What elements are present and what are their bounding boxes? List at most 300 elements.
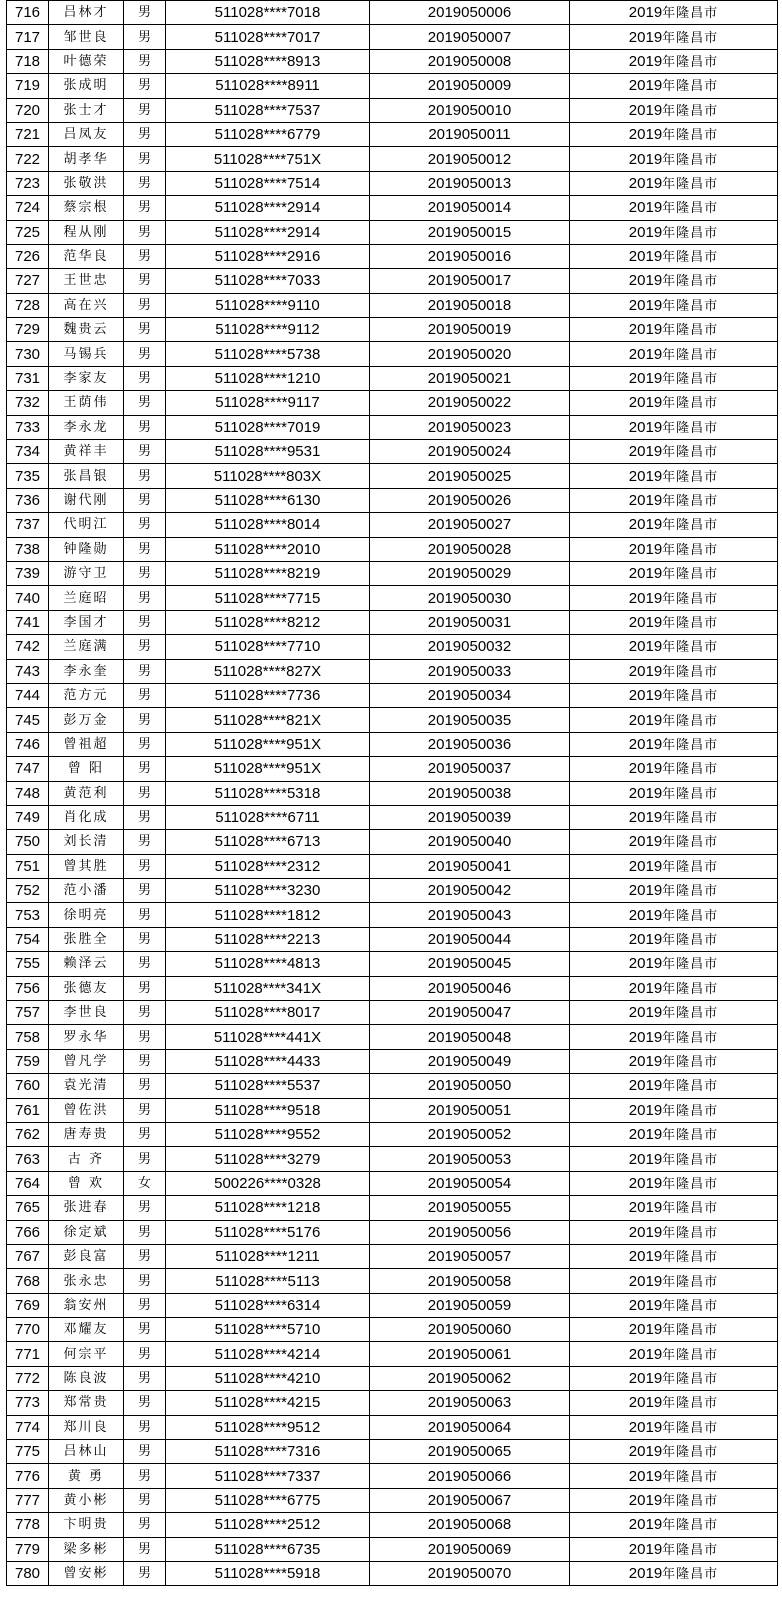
batch-city-text: 年隆昌市 — [662, 1152, 719, 1168]
batch-city-text: 年隆昌市 — [662, 372, 719, 388]
table-row — [7, 1391, 778, 1415]
id-number-cell: 511028****1812 — [166, 903, 370, 927]
row-number-cell: 760 — [7, 1074, 49, 1098]
gender-cell: 男 — [124, 366, 166, 390]
batch-cell: 2019年隆昌市 — [570, 976, 778, 1000]
gender-cell: 男 — [124, 1318, 166, 1342]
certificate-number-cell: 2019050059 — [370, 1293, 570, 1317]
table-row — [7, 1025, 778, 1049]
name-cell: 唐寿贵 — [49, 1122, 124, 1146]
roster-table — [6, 0, 778, 1586]
row-number-cell: 736 — [7, 488, 49, 512]
certificate-number-cell: 2019050048 — [370, 1025, 570, 1049]
name-cell: 范小潘 — [49, 879, 124, 903]
certificate-number-cell: 2019050030 — [370, 586, 570, 610]
roster-table-body — [7, 1, 778, 1586]
gender-cell: 男 — [124, 391, 166, 415]
certificate-number-cell: 2019050064 — [370, 1415, 570, 1439]
name-cell: 曾安彬 — [49, 1562, 124, 1586]
certificate-number-cell: 2019050052 — [370, 1122, 570, 1146]
row-number-cell: 772 — [7, 1366, 49, 1390]
name-cell: 刘长清 — [49, 830, 124, 854]
table-row — [7, 830, 778, 854]
certificate-number-cell: 2019050024 — [370, 440, 570, 464]
row-number-cell: 746 — [7, 732, 49, 756]
batch-city-text: 年隆昌市 — [662, 1298, 719, 1314]
name-cell: 李永奎 — [49, 659, 124, 683]
id-number-cell: 511028****6735 — [166, 1537, 370, 1561]
gender-cell: 男 — [124, 1220, 166, 1244]
certificate-number-cell: 2019050010 — [370, 98, 570, 122]
row-number-cell: 728 — [7, 293, 49, 317]
batch-city-text: 年隆昌市 — [662, 420, 719, 436]
name-cell: 黄祥丰 — [49, 440, 124, 464]
certificate-number-cell: 2019050063 — [370, 1391, 570, 1415]
row-number-cell: 720 — [7, 98, 49, 122]
name-cell: 曾佐洪 — [49, 1098, 124, 1122]
name-cell: 古 齐 — [49, 1147, 124, 1171]
batch-cell: 2019年隆昌市 — [570, 1049, 778, 1073]
table-row — [7, 513, 778, 537]
row-number-cell: 731 — [7, 366, 49, 390]
batch-cell: 2019年隆昌市 — [570, 1171, 778, 1195]
batch-city-text: 年隆昌市 — [662, 1030, 719, 1046]
id-number-cell: 511028****8017 — [166, 1001, 370, 1025]
gender-cell: 男 — [124, 976, 166, 1000]
id-number-cell: 511028****4214 — [166, 1342, 370, 1366]
table-row — [7, 805, 778, 829]
batch-city-text: 年隆昌市 — [662, 1054, 719, 1070]
batch-cell: 2019年隆昌市 — [570, 561, 778, 585]
name-cell: 范华良 — [49, 244, 124, 268]
gender-cell: 男 — [124, 903, 166, 927]
id-number-cell: 511028****5176 — [166, 1220, 370, 1244]
name-cell: 张敬洪 — [49, 171, 124, 195]
gender-cell: 男 — [124, 1464, 166, 1488]
gender-cell: 男 — [124, 269, 166, 293]
row-number-cell: 768 — [7, 1269, 49, 1293]
gender-cell: 男 — [124, 1488, 166, 1512]
row-number-cell: 777 — [7, 1488, 49, 1512]
name-cell: 肖化成 — [49, 805, 124, 829]
batch-city-text: 年隆昌市 — [662, 103, 719, 119]
row-number-cell: 758 — [7, 1025, 49, 1049]
batch-city-text: 年隆昌市 — [662, 1469, 719, 1485]
table-row — [7, 635, 778, 659]
name-cell: 高在兴 — [49, 293, 124, 317]
id-number-cell: 511028****9552 — [166, 1122, 370, 1146]
batch-city-text: 年隆昌市 — [662, 933, 719, 949]
id-number-cell: 511028****9117 — [166, 391, 370, 415]
table-row — [7, 147, 778, 171]
batch-city-text: 年隆昌市 — [662, 859, 719, 875]
table-row — [7, 781, 778, 805]
name-cell: 吕凤友 — [49, 122, 124, 146]
batch-cell: 2019年隆昌市 — [570, 757, 778, 781]
id-number-cell: 511028****803X — [166, 464, 370, 488]
gender-cell: 男 — [124, 1025, 166, 1049]
batch-cell: 2019年隆昌市 — [570, 903, 778, 927]
table-row — [7, 879, 778, 903]
row-number-cell: 742 — [7, 635, 49, 659]
row-number-cell: 767 — [7, 1244, 49, 1268]
name-cell: 黄范利 — [49, 781, 124, 805]
certificate-number-cell: 2019050070 — [370, 1562, 570, 1586]
gender-cell: 男 — [124, 318, 166, 342]
batch-cell: 2019年隆昌市 — [570, 781, 778, 805]
table-row — [7, 1269, 778, 1293]
certificate-number-cell: 2019050066 — [370, 1464, 570, 1488]
id-number-cell: 511028****6779 — [166, 122, 370, 146]
id-number-cell: 511028****9531 — [166, 440, 370, 464]
name-cell: 代明江 — [49, 513, 124, 537]
certificate-number-cell: 2019050043 — [370, 903, 570, 927]
name-cell: 张昌银 — [49, 464, 124, 488]
gender-cell: 男 — [124, 1269, 166, 1293]
row-number-cell: 722 — [7, 147, 49, 171]
certificate-number-cell: 2019050055 — [370, 1196, 570, 1220]
certificate-number-cell: 2019050044 — [370, 927, 570, 951]
gender-cell: 男 — [124, 244, 166, 268]
table-row — [7, 464, 778, 488]
name-cell: 蔡宗根 — [49, 196, 124, 220]
id-number-cell: 511028****6775 — [166, 1488, 370, 1512]
row-number-cell: 737 — [7, 513, 49, 537]
batch-city-text: 年隆昌市 — [662, 176, 719, 192]
batch-city-text: 年隆昌市 — [662, 347, 719, 363]
batch-city-text: 年隆昌市 — [662, 54, 719, 70]
batch-cell: 2019年隆昌市 — [570, 488, 778, 512]
id-number-cell: 511028****7715 — [166, 586, 370, 610]
table-row — [7, 220, 778, 244]
table-row — [7, 1074, 778, 1098]
table-row — [7, 757, 778, 781]
row-number-cell: 729 — [7, 318, 49, 342]
name-cell: 李国才 — [49, 610, 124, 634]
row-number-cell: 744 — [7, 683, 49, 707]
table-row — [7, 561, 778, 585]
certificate-number-cell: 2019050051 — [370, 1098, 570, 1122]
batch-cell: 2019年隆昌市 — [570, 122, 778, 146]
certificate-number-cell: 2019050058 — [370, 1269, 570, 1293]
table-row — [7, 196, 778, 220]
batch-cell: 2019年隆昌市 — [570, 440, 778, 464]
gender-cell: 男 — [124, 415, 166, 439]
table-row — [7, 98, 778, 122]
name-cell: 赖泽云 — [49, 952, 124, 976]
table-row — [7, 927, 778, 951]
row-number-cell: 756 — [7, 976, 49, 1000]
name-cell: 程从刚 — [49, 220, 124, 244]
batch-city-text: 年隆昌市 — [662, 762, 719, 778]
gender-cell: 男 — [124, 342, 166, 366]
batch-cell: 2019年隆昌市 — [570, 805, 778, 829]
table-row — [7, 1171, 778, 1195]
certificate-number-cell: 2019050006 — [370, 1, 570, 25]
row-number-cell: 749 — [7, 805, 49, 829]
row-number-cell: 774 — [7, 1415, 49, 1439]
gender-cell: 男 — [124, 1562, 166, 1586]
table-row — [7, 1220, 778, 1244]
gender-cell: 男 — [124, 1440, 166, 1464]
batch-cell: 2019年隆昌市 — [570, 1293, 778, 1317]
table-row — [7, 537, 778, 561]
row-number-cell: 716 — [7, 1, 49, 25]
id-number-cell: 511028****441X — [166, 1025, 370, 1049]
batch-cell: 2019年隆昌市 — [570, 464, 778, 488]
table-row — [7, 1562, 778, 1586]
row-number-cell: 775 — [7, 1440, 49, 1464]
name-cell: 钟隆勋 — [49, 537, 124, 561]
certificate-number-cell: 2019050037 — [370, 757, 570, 781]
id-number-cell: 511028****7017 — [166, 25, 370, 49]
certificate-number-cell: 2019050011 — [370, 122, 570, 146]
gender-cell: 男 — [124, 952, 166, 976]
gender-cell: 男 — [124, 513, 166, 537]
batch-cell: 2019年隆昌市 — [570, 854, 778, 878]
certificate-number-cell: 2019050012 — [370, 147, 570, 171]
batch-city-text: 年隆昌市 — [662, 79, 719, 95]
row-number-cell: 740 — [7, 586, 49, 610]
gender-cell: 女 — [124, 1171, 166, 1195]
batch-city-text: 年隆昌市 — [662, 1542, 719, 1558]
certificate-number-cell: 2019050065 — [370, 1440, 570, 1464]
batch-cell: 2019年隆昌市 — [570, 1415, 778, 1439]
id-number-cell: 511028****9112 — [166, 318, 370, 342]
batch-cell: 2019年隆昌市 — [570, 1244, 778, 1268]
row-number-cell: 778 — [7, 1513, 49, 1537]
table-row — [7, 25, 778, 49]
name-cell: 曾其胜 — [49, 854, 124, 878]
id-number-cell: 511028****7337 — [166, 1464, 370, 1488]
batch-cell: 2019年隆昌市 — [570, 1366, 778, 1390]
batch-city-text: 年隆昌市 — [662, 128, 719, 144]
name-cell: 曾 阳 — [49, 757, 124, 781]
table-row — [7, 171, 778, 195]
row-number-cell: 759 — [7, 1049, 49, 1073]
gender-cell: 男 — [124, 220, 166, 244]
row-number-cell: 724 — [7, 196, 49, 220]
batch-city-text: 年隆昌市 — [662, 1372, 719, 1388]
name-cell: 黄 勇 — [49, 1464, 124, 1488]
gender-cell: 男 — [124, 74, 166, 98]
batch-city-text: 年隆昌市 — [662, 1567, 719, 1583]
id-number-cell: 511028****6711 — [166, 805, 370, 829]
name-cell: 王荫伟 — [49, 391, 124, 415]
batch-city-text: 年隆昌市 — [662, 1176, 719, 1192]
name-cell: 何宗平 — [49, 1342, 124, 1366]
batch-city-text: 年隆昌市 — [662, 689, 719, 705]
gender-cell: 男 — [124, 879, 166, 903]
certificate-number-cell: 2019050018 — [370, 293, 570, 317]
certificate-number-cell: 2019050016 — [370, 244, 570, 268]
batch-cell: 2019年隆昌市 — [570, 220, 778, 244]
gender-cell: 男 — [124, 830, 166, 854]
batch-city-text: 年隆昌市 — [662, 1225, 719, 1241]
name-cell: 郑川良 — [49, 1415, 124, 1439]
name-cell: 梁多彬 — [49, 1537, 124, 1561]
name-cell: 邹世良 — [49, 25, 124, 49]
batch-city-text: 年隆昌市 — [662, 640, 719, 656]
batch-cell: 2019年隆昌市 — [570, 1196, 778, 1220]
certificate-number-cell: 2019050061 — [370, 1342, 570, 1366]
certificate-number-cell: 2019050015 — [370, 220, 570, 244]
gender-cell: 男 — [124, 440, 166, 464]
batch-city-text: 年隆昌市 — [662, 1494, 719, 1510]
table-row — [7, 903, 778, 927]
name-cell: 徐定斌 — [49, 1220, 124, 1244]
certificate-number-cell: 2019050069 — [370, 1537, 570, 1561]
batch-city-text: 年隆昌市 — [662, 1420, 719, 1436]
id-number-cell: 511028****8911 — [166, 74, 370, 98]
table-row — [7, 1464, 778, 1488]
name-cell: 张胜全 — [49, 927, 124, 951]
row-number-cell: 752 — [7, 879, 49, 903]
batch-cell: 2019年隆昌市 — [570, 1074, 778, 1098]
batch-city-text: 年隆昌市 — [662, 518, 719, 534]
id-number-cell: 511028****7316 — [166, 1440, 370, 1464]
gender-cell: 男 — [124, 732, 166, 756]
batch-cell: 2019年隆昌市 — [570, 415, 778, 439]
name-cell: 马锡兵 — [49, 342, 124, 366]
table-row — [7, 1196, 778, 1220]
table-row — [7, 854, 778, 878]
gender-cell: 男 — [124, 1244, 166, 1268]
name-cell: 陈良波 — [49, 1366, 124, 1390]
id-number-cell: 511028****7033 — [166, 269, 370, 293]
gender-cell: 男 — [124, 1098, 166, 1122]
batch-cell: 2019年隆昌市 — [570, 513, 778, 537]
batch-city-text: 年隆昌市 — [662, 469, 719, 485]
id-number-cell: 511028****8913 — [166, 49, 370, 73]
gender-cell: 男 — [124, 488, 166, 512]
id-number-cell: 511028****1211 — [166, 1244, 370, 1268]
table-row — [7, 1415, 778, 1439]
name-cell: 张成明 — [49, 74, 124, 98]
row-number-cell: 739 — [7, 561, 49, 585]
batch-cell: 2019年隆昌市 — [570, 1537, 778, 1561]
batch-cell: 2019年隆昌市 — [570, 147, 778, 171]
certificate-number-cell: 2019050050 — [370, 1074, 570, 1098]
batch-city-text: 年隆昌市 — [662, 1274, 719, 1290]
batch-city-text: 年隆昌市 — [662, 1445, 719, 1461]
id-number-cell: 500226****0328 — [166, 1171, 370, 1195]
batch-city-text: 年隆昌市 — [662, 152, 719, 168]
table-row — [7, 586, 778, 610]
batch-cell: 2019年隆昌市 — [570, 586, 778, 610]
batch-cell: 2019年隆昌市 — [570, 952, 778, 976]
row-number-cell: 761 — [7, 1098, 49, 1122]
batch-city-text: 年隆昌市 — [662, 1103, 719, 1119]
row-number-cell: 734 — [7, 440, 49, 464]
name-cell: 卞明贵 — [49, 1513, 124, 1537]
batch-city-text: 年隆昌市 — [662, 396, 719, 412]
gender-cell: 男 — [124, 1342, 166, 1366]
row-number-cell: 727 — [7, 269, 49, 293]
gender-cell: 男 — [124, 781, 166, 805]
batch-cell: 2019年隆昌市 — [570, 659, 778, 683]
batch-cell: 2019年隆昌市 — [570, 269, 778, 293]
id-number-cell: 511028****2914 — [166, 220, 370, 244]
table-row — [7, 1318, 778, 1342]
row-number-cell: 747 — [7, 757, 49, 781]
row-number-cell: 776 — [7, 1464, 49, 1488]
gender-cell: 男 — [124, 610, 166, 634]
batch-cell: 2019年隆昌市 — [570, 391, 778, 415]
row-number-cell: 753 — [7, 903, 49, 927]
table-row — [7, 269, 778, 293]
certificate-number-cell: 2019050009 — [370, 74, 570, 98]
name-cell: 曾凡学 — [49, 1049, 124, 1073]
name-cell: 张永忠 — [49, 1269, 124, 1293]
batch-city-text: 年隆昌市 — [662, 225, 719, 241]
batch-city-text: 年隆昌市 — [662, 1518, 719, 1534]
gender-cell: 男 — [124, 757, 166, 781]
certificate-number-cell: 2019050042 — [370, 879, 570, 903]
name-cell: 李家友 — [49, 366, 124, 390]
table-row — [7, 1147, 778, 1171]
row-number-cell: 743 — [7, 659, 49, 683]
id-number-cell: 511028****6314 — [166, 1293, 370, 1317]
id-number-cell: 511028****7710 — [166, 635, 370, 659]
table-row — [7, 952, 778, 976]
certificate-number-cell: 2019050034 — [370, 683, 570, 707]
certificate-number-cell: 2019050054 — [370, 1171, 570, 1195]
batch-cell: 2019年隆昌市 — [570, 1318, 778, 1342]
name-cell: 张德友 — [49, 976, 124, 1000]
table-row — [7, 732, 778, 756]
table-row — [7, 683, 778, 707]
row-number-cell: 723 — [7, 171, 49, 195]
certificate-number-cell: 2019050028 — [370, 537, 570, 561]
batch-city-text: 年隆昌市 — [662, 250, 719, 266]
gender-cell: 男 — [124, 464, 166, 488]
gender-cell: 男 — [124, 1366, 166, 1390]
batch-city-text: 年隆昌市 — [662, 1396, 719, 1412]
batch-cell: 2019年隆昌市 — [570, 830, 778, 854]
gender-cell: 男 — [124, 1074, 166, 1098]
batch-cell: 2019年隆昌市 — [570, 74, 778, 98]
batch-cell: 2019年隆昌市 — [570, 25, 778, 49]
gender-cell: 男 — [124, 1537, 166, 1561]
name-cell: 谢代刚 — [49, 488, 124, 512]
row-number-cell: 718 — [7, 49, 49, 73]
gender-cell: 男 — [124, 854, 166, 878]
batch-cell: 2019年隆昌市 — [570, 879, 778, 903]
table-row — [7, 293, 778, 317]
batch-cell: 2019年隆昌市 — [570, 1440, 778, 1464]
row-number-cell: 730 — [7, 342, 49, 366]
table-row — [7, 244, 778, 268]
batch-city-text: 年隆昌市 — [662, 1079, 719, 1095]
table-row — [7, 1293, 778, 1317]
id-number-cell: 511028****951X — [166, 732, 370, 756]
name-cell: 邓耀友 — [49, 1318, 124, 1342]
certificate-number-cell: 2019050067 — [370, 1488, 570, 1512]
table-row — [7, 74, 778, 98]
certificate-number-cell: 2019050019 — [370, 318, 570, 342]
batch-city-text: 年隆昌市 — [662, 713, 719, 729]
id-number-cell: 511028****341X — [166, 976, 370, 1000]
batch-city-text: 年隆昌市 — [662, 835, 719, 851]
batch-cell: 2019年隆昌市 — [570, 342, 778, 366]
name-cell: 吕林才 — [49, 1, 124, 25]
table-row — [7, 488, 778, 512]
gender-cell: 男 — [124, 49, 166, 73]
id-number-cell: 511028****2312 — [166, 854, 370, 878]
id-number-cell: 511028****8014 — [166, 513, 370, 537]
batch-cell: 2019年隆昌市 — [570, 244, 778, 268]
